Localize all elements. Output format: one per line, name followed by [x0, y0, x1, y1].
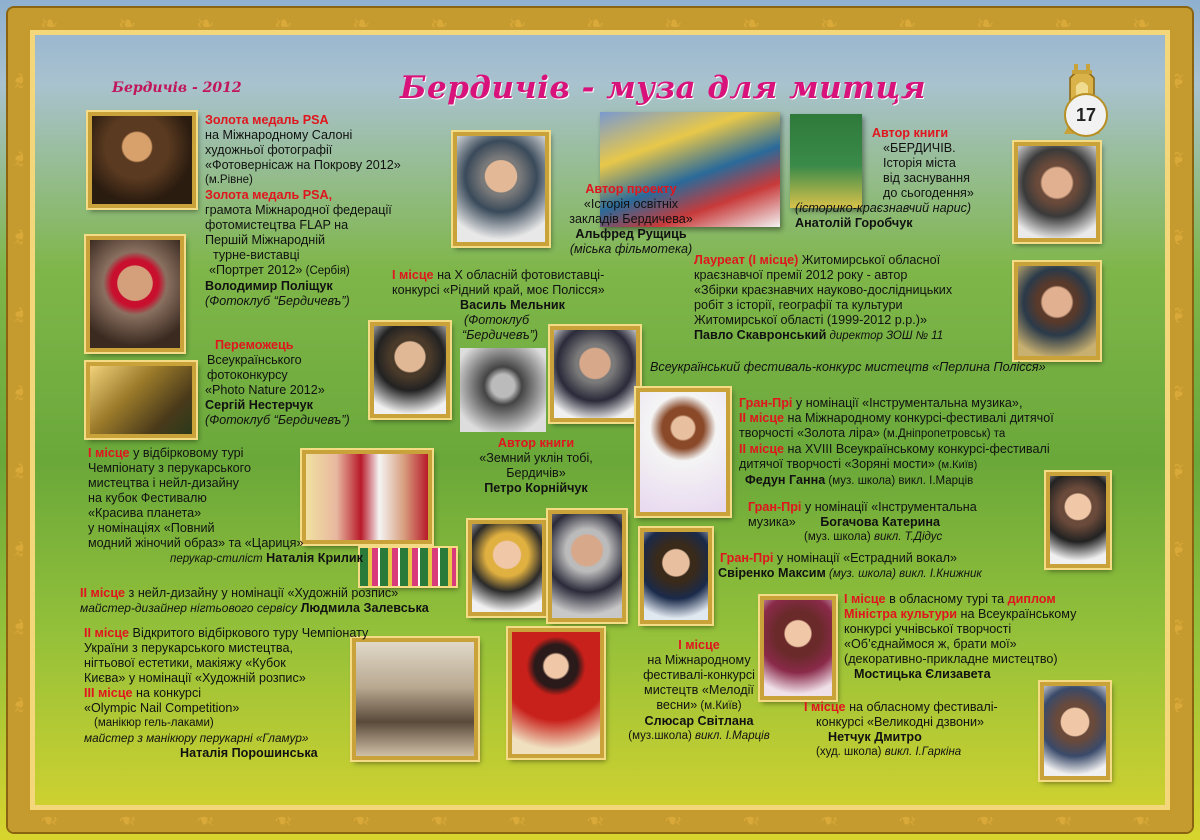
block-krylyk	[88, 446, 388, 567]
affiliation: (худ. школа)	[816, 746, 882, 758]
text-line: «Photo Nature 2012»	[205, 383, 325, 397]
award-title: ІІ місце	[84, 626, 130, 640]
flourish-ornament: ❧	[8, 695, 34, 715]
flourish-ornament: ❧	[40, 807, 59, 832]
block-zalevska	[80, 586, 500, 616]
text-line: Всеукраїнського	[207, 353, 302, 367]
text-line: творчості	[739, 426, 797, 440]
block-bohachova	[748, 500, 1048, 545]
text-line: (м.Київ)	[934, 459, 978, 471]
page-title: Бердичів - муза для митця	[400, 70, 926, 106]
text-line: (Сербія)	[302, 265, 350, 277]
flourish-ornament: ❧	[586, 807, 605, 832]
photo-polishchuk-portrait	[88, 112, 196, 208]
award-title: Автор книги	[871, 126, 949, 140]
text-line: нігтьової естетики, макіяжу «Кубок	[84, 656, 286, 670]
flourish-ornament: ❧	[1054, 12, 1073, 37]
person-name: Богачова Катерина	[795, 515, 941, 529]
affiliation: викл. І.Гаркіна	[881, 746, 962, 758]
text-line: «Історія освітніх	[583, 197, 679, 211]
flourish-ornament: ❧	[1165, 149, 1191, 169]
text-line: (м.Рівне)	[205, 174, 253, 186]
person-name: Анатолій Горобчук	[795, 216, 913, 230]
flourish-ornament: ❧	[8, 539, 34, 559]
award-title: Переможець	[215, 338, 294, 352]
flourish-ornament: ❧	[820, 12, 839, 37]
person-name: Федун Ганна	[745, 473, 826, 487]
person-name: Василь Мельник	[460, 298, 565, 312]
text-line: «БЕРДИЧІВ.	[883, 141, 956, 155]
text-line: музика»	[748, 515, 796, 529]
flourish-ornament: ❧	[8, 71, 34, 91]
text-line: на Міжнародному конкурсі-фестивалі дитячої	[784, 411, 1054, 425]
person-name: Людмила Залевська	[297, 601, 429, 615]
person-name: Володимир Поліщук	[205, 279, 333, 293]
text-line: у номінації «Естрадний вокал»	[773, 551, 957, 565]
text-line: від заснування	[883, 171, 970, 185]
flourish-ornament: ❧	[8, 383, 34, 403]
block-rushchyts	[546, 182, 716, 257]
affiliation: (муз. школа) викл. І.Книжник	[825, 568, 982, 580]
photo-melnyk-portrait-bw	[460, 348, 546, 432]
award-title: ІІ місце	[739, 442, 785, 456]
flourish-ornament: ❧	[1054, 807, 1073, 832]
award-title: Автор книги	[497, 436, 575, 450]
text-line: Першій Міжнародній	[205, 233, 326, 247]
person-name: Наталія Крилик	[262, 551, 363, 565]
text-line: «Збірки краєзнавчих науково-дослідницьких	[694, 283, 953, 297]
flourish-ornament: ❧	[196, 807, 215, 832]
text-line: Києва» у номінації «Художній розпис»	[84, 671, 306, 685]
text-line: на Всеукраїнському	[957, 607, 1077, 621]
flourish-ornament: ❧	[8, 149, 34, 169]
text-line: весни»	[656, 698, 698, 712]
award-title: І місце	[88, 446, 130, 460]
text-line: турне-виставці	[213, 248, 300, 262]
affiliation: (муз. школа) викл. І.Марців	[825, 475, 974, 487]
flourish-ornament: ❧	[8, 461, 34, 481]
flourish-ornament: ❧	[352, 807, 371, 832]
flourish-ornament: ❧	[1165, 695, 1191, 715]
award-title: ІІ місце	[739, 411, 785, 425]
festival-heading: Всеукраїнський фестиваль-конкурс мистецтв «Перлина Полісся»	[650, 360, 1046, 374]
block-poroshynska	[84, 626, 404, 761]
text-line: художньої фотографії	[205, 143, 333, 157]
text-line: Історія міста	[883, 156, 956, 170]
award-title: Лауреат (І місце)	[694, 253, 799, 267]
block-melnyk	[392, 268, 662, 343]
flourish-ornament: ❧	[1132, 807, 1151, 832]
text-line: робіт з історії, географії та культури	[694, 298, 903, 312]
flourish-ornament: ❧	[430, 12, 449, 37]
award-title: І місце	[678, 638, 720, 652]
flourish-ornament: ❧	[118, 12, 137, 37]
text-line: в обласному турі та	[885, 592, 1008, 606]
flourish-ornament: ❧	[1165, 71, 1191, 91]
block-fedun	[739, 396, 1129, 489]
text-line: (історико-краєзнавчий нарис)	[795, 201, 972, 215]
person-name: Петро Корнійчук	[484, 481, 588, 495]
text-line: «Красива планета»	[88, 506, 202, 520]
person-name: Наталія Порошинська	[180, 746, 318, 760]
flourish-ornament: ❧	[508, 807, 527, 832]
flourish-ornament: ❧	[430, 807, 449, 832]
flourish-ornament: ❧	[1132, 12, 1151, 37]
text-line: з нейл-дизайну у номінації «Художній розпис»	[125, 586, 399, 600]
flourish-ornament: ❧	[196, 12, 215, 37]
award-title: ІІ місце	[80, 586, 126, 600]
text-line: «Золота ліра»	[796, 426, 880, 440]
text-line: грамота Міжнародної федерації	[205, 203, 392, 217]
affiliation: (муз.школа)	[628, 730, 692, 742]
flourish-ornament: ❧	[118, 807, 137, 832]
person-name: Слюсар Світлана	[644, 714, 754, 728]
affiliation: майстер з манікюру перукарні «Гламур»	[84, 731, 309, 745]
photo-polishchuk-selfportrait	[86, 236, 184, 352]
text-line: модний жіночий образ» та «Цариця»	[88, 536, 304, 550]
flourish-ornament: ❧	[898, 807, 917, 832]
flourish-ornament: ❧	[274, 807, 293, 832]
block-mostytska	[844, 592, 1134, 682]
flourish-ornament: ❧	[1165, 539, 1191, 559]
award-title: Золота медаль PSA	[205, 113, 329, 127]
photo-korniichuk	[548, 510, 626, 622]
block-skavronskyi	[694, 253, 1014, 344]
text-line: мистецтва і нейл-дизайну	[88, 476, 239, 490]
text-line: «Портрет 2012»	[209, 263, 303, 277]
text-line: на обласному фестивалі-	[845, 700, 998, 714]
affiliation: (Фотоклуб “Бердичевъ”)	[205, 413, 350, 427]
text-line: Відкритого відбіркового туру Чемпіонату	[129, 626, 369, 640]
text-line: у номінаціях «Повний	[88, 521, 215, 535]
flourish-ornament: ❧	[586, 12, 605, 37]
text-line: «Фотовернісаж на Покрову 2012»	[205, 158, 401, 172]
flourish-ornament: ❧	[40, 12, 59, 37]
flourish-ornament: ❧	[274, 12, 293, 37]
flourish-ornament: ❧	[976, 12, 995, 37]
text-line: Чемпіонату з перукарського	[88, 461, 251, 475]
text-line: на XVIII Всеукраїнському конкурсі-фестивалі	[784, 442, 1050, 456]
block-korniichuk	[456, 436, 616, 496]
flourish-ornament: ❧	[1165, 617, 1191, 637]
affiliation: (Фотоклуб “Бердичевъ”)	[205, 294, 350, 308]
award-title: Гран-Прі	[739, 396, 793, 410]
text-line: на кубок Фестивалю	[88, 491, 207, 505]
flourish-ornament: ❧	[508, 12, 527, 37]
award-title: диплом	[1007, 592, 1056, 606]
text-line: дитячої творчості «Зоряні мости»	[739, 457, 935, 471]
award-title: І місце	[844, 592, 886, 606]
text-line: фотомистецтва FLAP на	[205, 218, 349, 232]
text-line: на конкурсі	[132, 686, 202, 700]
block-nesterchuk	[205, 338, 375, 428]
text-line: фотоконкурсу	[207, 368, 288, 382]
affiliation: “Бердичевъ”)	[462, 328, 539, 342]
text-line: конкурсі «Рідний край, моє Полісся»	[392, 283, 605, 297]
text-line: фестивалі-конкурсі	[643, 668, 755, 682]
text-line: на Міжнародному	[647, 653, 751, 667]
award-title: Гран-Прі	[748, 500, 802, 514]
award-title: ІІІ місце	[84, 686, 133, 700]
text-line: «Об’єднаймося ж, брати мої»	[844, 637, 1017, 651]
text-line: мистецтв «Мелодії	[644, 683, 754, 697]
text-line: Житомирської області (1999-2012 р.р.)»	[694, 313, 927, 327]
flourish-ornament: ❧	[742, 807, 761, 832]
text-line: конкурсі «Великодні дзвони»	[816, 715, 985, 729]
affiliation: (міська фільмотека)	[569, 242, 693, 256]
award-title: Автор проекту	[585, 182, 677, 196]
text-line: Бердичів»	[506, 466, 566, 480]
flourish-ornament: ❧	[1165, 227, 1191, 247]
flourish-ornament: ❧	[742, 12, 761, 37]
affiliation: майстер-дизайнер нігтьового сервісу	[80, 601, 298, 615]
text-line: у номінації «Інструментальна	[801, 500, 977, 514]
text-line: у відбірковому турі	[129, 446, 244, 460]
block-gorobchuk	[795, 126, 1015, 231]
award-title: І місце	[392, 268, 434, 282]
text-line: на Х обласній фотовиставці-	[433, 268, 605, 282]
photo-fedun-violin	[636, 388, 730, 516]
page-number-badge: 17	[1064, 93, 1108, 137]
photo-nesterchuk-landscape	[86, 362, 196, 438]
person-name: Альфред Рущиць	[575, 227, 687, 241]
text-line: (м.Дніпропетровськ) та	[879, 428, 1006, 440]
photo-netchuk	[1040, 682, 1110, 780]
block-slyusar	[614, 638, 784, 744]
affiliation: директор ЗОШ № 11	[826, 330, 944, 342]
person-name: Павло Скавронський	[694, 328, 827, 342]
block-netchuk	[804, 700, 1044, 760]
text-line: «Земний уклін тобі,	[479, 451, 593, 465]
affiliation: викл. Т.Дідус	[870, 531, 943, 543]
photo-skavronskyi	[1014, 262, 1100, 360]
text-line: Житомирської обласної	[798, 253, 941, 267]
flourish-ornament: ❧	[664, 807, 683, 832]
person-name: Свіренко Максим	[718, 566, 826, 580]
text-line: на Міжнародному Салоні	[205, 128, 353, 142]
flourish-ornament: ❧	[1165, 461, 1191, 481]
text-line: (м.Київ)	[697, 700, 742, 712]
flourish-ornament: ❧	[1165, 305, 1191, 325]
text-line: (декоративно-прикладне мистецтво)	[844, 652, 1058, 666]
text-line: до сьогодення»	[883, 186, 974, 200]
award-title: Гран-Прі	[720, 551, 774, 565]
person-name: Нетчук Дмитро	[828, 730, 922, 744]
affiliation: (муз. школа)	[804, 531, 871, 543]
text-line: закладів Бердичева»	[569, 212, 693, 226]
photo-slyusar	[508, 628, 604, 758]
affiliation: викл. І.Марців	[691, 730, 770, 742]
flourish-ornament: ❧	[8, 305, 34, 325]
flourish-ornament: ❧	[1165, 383, 1191, 403]
award-title: Міністра культури	[844, 607, 957, 621]
text-line: (манікюр гель-лаками)	[94, 717, 214, 729]
flourish-ornament: ❧	[976, 807, 995, 832]
flourish-ornament: ❧	[8, 617, 34, 637]
text-line: конкурсі учнівської творчості	[844, 622, 1012, 636]
text-line: України з перукарського мистецтва,	[84, 641, 293, 655]
affiliation: (Фотоклуб	[464, 313, 530, 327]
flourish-ornament: ❧	[898, 12, 917, 37]
flourish-ornament: ❧	[8, 227, 34, 247]
text-line: «Olympic Nail Competition»	[84, 701, 240, 715]
award-title: Золота медаль PSA,	[205, 188, 333, 202]
block-svirenko	[718, 551, 1058, 582]
text-line: краєзнавчої премії 2012 року - автор	[694, 268, 908, 282]
person-name: Сергій Нестерчук	[205, 398, 313, 412]
header-left-label: Бердичів - 2012	[112, 80, 242, 96]
photo-svirenko	[640, 528, 712, 624]
photo-gorobchuk	[1014, 142, 1100, 242]
affiliation: перукар-стиліст	[170, 553, 263, 565]
flourish-ornament: ❧	[820, 807, 839, 832]
award-title: І місце	[804, 700, 846, 714]
flourish-ornament: ❧	[664, 12, 683, 37]
flourish-ornament: ❧	[352, 12, 371, 37]
person-name: Мостицька Єлизавета	[854, 667, 991, 681]
text-line: у номінації «Інструментальна музика»,	[792, 396, 1023, 410]
photo-rushchyts	[453, 132, 549, 246]
